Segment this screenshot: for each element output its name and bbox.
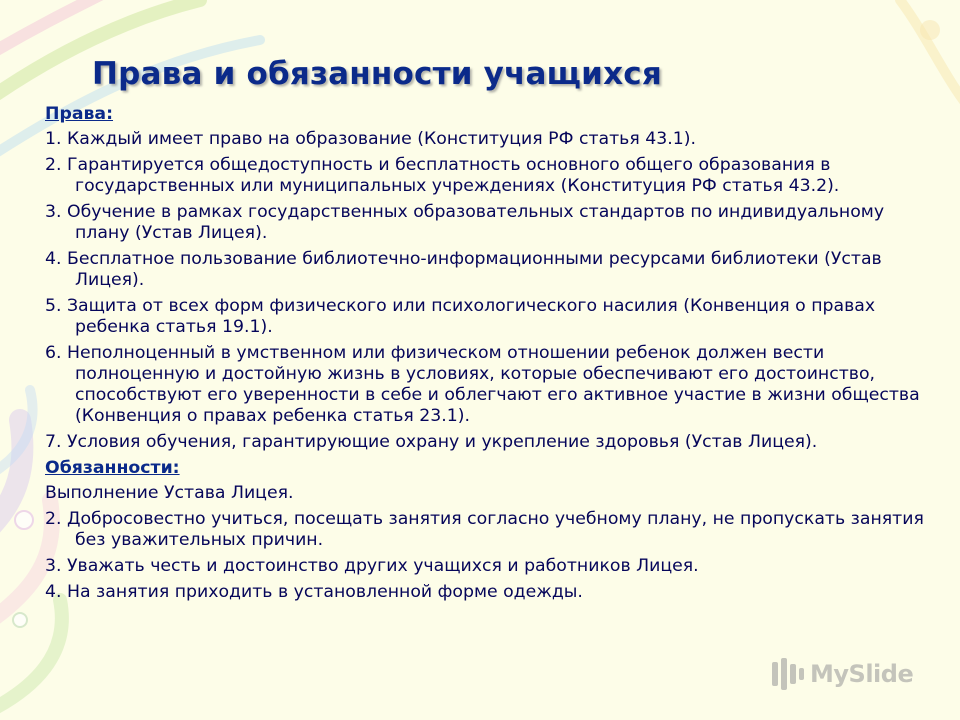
rights-item: 2. Гарантируется общедоступность и бесплатность основного общего образования в государственных или муниципальных учреждениях (Конституция РФ статья 43.2).: [45, 155, 840, 196]
duties-item: 3. Уважать честь и достоинство других учащихся и работников Лицея.: [45, 556, 699, 576]
rights-item: 4. Бесплатное пользование библиотечно-информационными ресурсами библиотеки (Устав Лицея).: [45, 249, 882, 290]
rights-item: 5. Защита от всех форм физического или психологического насилия (Конвенция о правах ребенка статья 19.1).: [45, 296, 876, 337]
slide-content: [45, 104, 925, 608]
rights-item: 7. Условия обучения, гарантирующие охрану и укрепление здоровья (Устав Лицея).: [45, 432, 818, 452]
duties-heading: Обязанности:: [45, 458, 180, 478]
myslide-logo-icon: [770, 656, 806, 692]
watermark-text: MySlide: [810, 660, 914, 688]
duties-item: 4. На занятия приходить в установленной форме одежды.: [45, 582, 583, 602]
duties-item: 2. Добросовестно учиться, посещать занятия согласно учебному плану, не пропускать занятия без уважительных причин.: [45, 509, 924, 550]
rights-item: 6. Неполноценный в умственном или физическом отношении ребенок должен вести полноценную и достойную жизнь в условиях, которые обеспечивают его достоинство, способствуют его уверенности в себе и облегчают его активное участие в жизни общества (Конвенция о правах ребенка статья 23.1).: [45, 343, 920, 426]
rights-heading: Права:: [45, 104, 114, 124]
slide-title: Права и обязанности учащихся: [92, 56, 662, 92]
rights-item: 1. Каждый имеет право на образование (Конституция РФ статья 43.1).: [45, 129, 696, 149]
rights-item: 3. Обучение в рамках государственных образовательных стандартов по индивидуальному плану (Устав Лицея).: [45, 202, 885, 243]
watermark-logo: [770, 652, 940, 696]
duties-first-line: Выполнение Устава Лицея.: [45, 483, 294, 503]
